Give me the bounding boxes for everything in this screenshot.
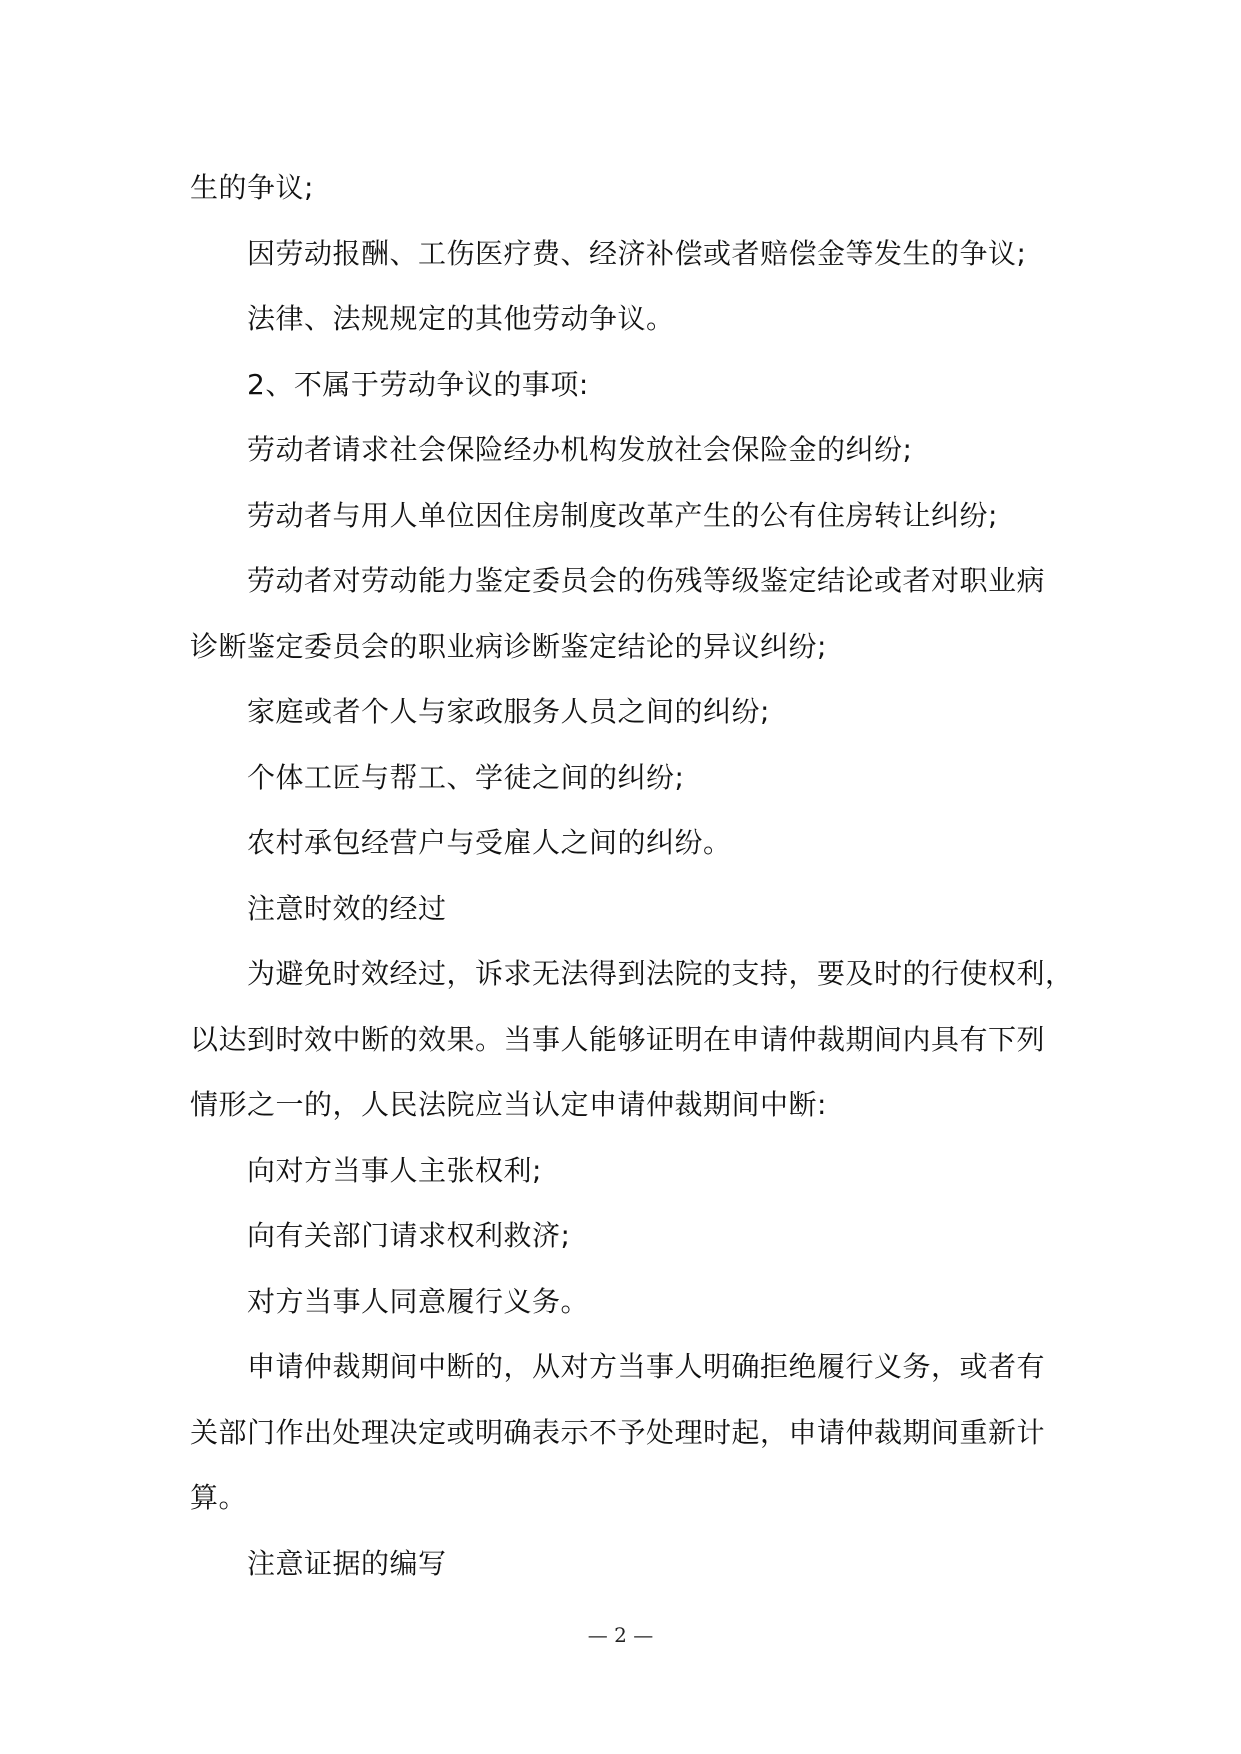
text-line: 劳动者与用人单位因住房制度改革产生的公有住房转让纠纷; bbox=[247, 498, 998, 532]
text-line: 家庭或者个人与家政服务人员之间的纠纷; bbox=[247, 695, 770, 728]
page-number: — 2 — bbox=[587, 1623, 654, 1647]
text-line: 注意时效的经过 bbox=[247, 891, 447, 925]
text-line: 申请仲裁期间中断的，从对方当事人明确拒绝履行义务，或者有 bbox=[247, 1350, 1046, 1383]
text-line: 诊断鉴定委员会的职业病诊断鉴定结论的异议纠纷; bbox=[190, 629, 827, 663]
text-line: 劳动者请求社会保险经办机构发放社会保险金的纠纷; bbox=[247, 433, 913, 466]
document-body bbox=[190, 155, 1074, 1596]
text-line: 法律、法规规定的其他劳动争议。 bbox=[247, 302, 675, 335]
text-line: 算。 bbox=[190, 1481, 248, 1514]
text-line: 注意证据的编写 bbox=[247, 1546, 447, 1580]
text-line: 个体工匠与帮工、学徒之间的纠纷; bbox=[247, 760, 685, 794]
text-line: 向有关部门请求权利救济; bbox=[247, 1219, 571, 1252]
text-line: 因劳动报酬、工伤医疗费、经济补偿或者赔偿金等发生的争议; bbox=[247, 236, 1027, 270]
text-line: 农村承包经营户与受雇人之间的纠纷。 bbox=[247, 826, 732, 859]
text-line: 劳动者对劳动能力鉴定委员会的伤残等级鉴定结论或者对职业病 bbox=[247, 564, 1046, 597]
text-line: 2、不属于劳动争议的事项: bbox=[247, 367, 589, 401]
text-line: 情形之一的，人民法院应当认定申请仲裁期间中断: bbox=[190, 1088, 827, 1121]
text-line: 向对方当事人主张权利; bbox=[247, 1153, 542, 1187]
text-line: 对方当事人同意履行义务。 bbox=[247, 1284, 590, 1318]
text-line: 以达到时效中断的效果。当事人能够证明在申请仲裁期间内具有下列 bbox=[190, 1022, 1046, 1056]
text-line: 为避免时效经过，诉求无法得到法院的支持，要及时的行使权利， bbox=[247, 957, 1074, 990]
text-line: 关部门作出处理决定或明确表示不予处理时起，申请仲裁期间重新计 bbox=[190, 1415, 1046, 1449]
text-line: 生的争议; bbox=[190, 171, 314, 204]
